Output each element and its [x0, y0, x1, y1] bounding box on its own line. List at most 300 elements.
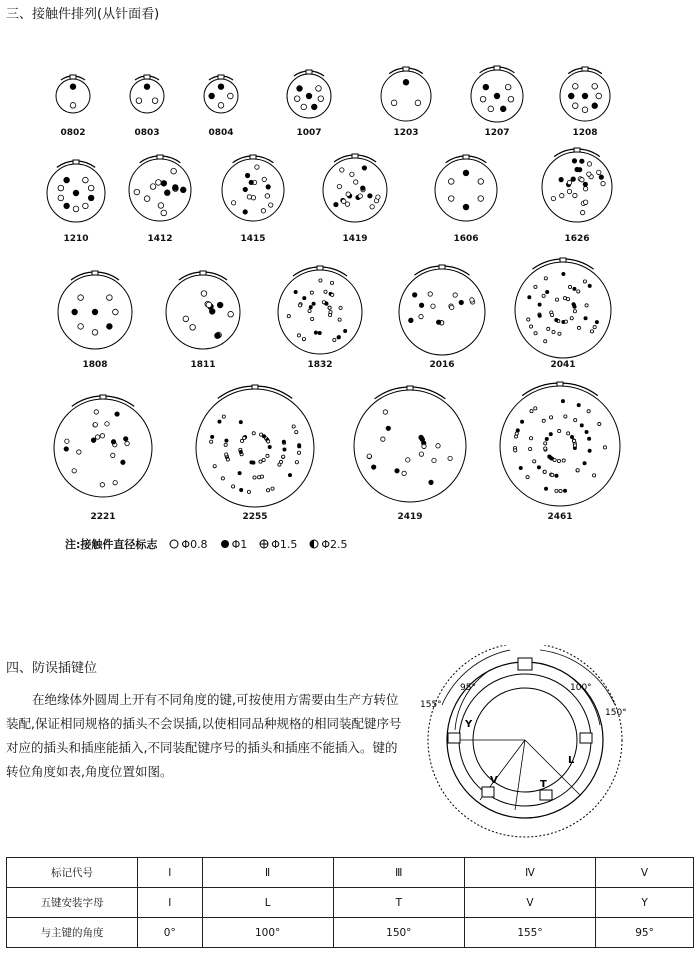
contact-pin [238, 472, 241, 475]
contact-pin [577, 290, 580, 293]
contact-pin [520, 420, 523, 423]
contact-pin [261, 209, 265, 213]
contact-pin [478, 179, 484, 185]
contact-pin [448, 456, 452, 460]
contact-pin [529, 437, 532, 440]
table-cell: Ⅴ [596, 858, 694, 888]
contact-pin [587, 172, 591, 176]
contact-pin [422, 444, 426, 448]
contact-pin [312, 302, 315, 305]
contact-pin [211, 435, 214, 438]
contact-pin [544, 277, 547, 280]
contact-pin [530, 410, 533, 413]
connector-diagram [271, 263, 369, 361]
connector-diagram [51, 268, 139, 356]
contact-pin [100, 434, 104, 438]
connector-label: 1210 [63, 234, 89, 244]
contact-pin [598, 422, 601, 425]
crossed-circle-icon [259, 539, 269, 549]
contact-pin [538, 303, 541, 306]
contact-pin [580, 424, 583, 427]
contact-pin [209, 309, 215, 315]
contact-pin [544, 442, 547, 445]
contact-pin [549, 433, 552, 436]
connector-diagram [197, 72, 245, 120]
legend-prefix: 注:接触件直径标志 [65, 538, 158, 551]
contact-pin [243, 436, 246, 439]
contact-pin [570, 435, 573, 438]
contact-pin [376, 195, 380, 199]
contact-pin [428, 292, 432, 296]
table-cell: Y [596, 888, 694, 918]
contact-pin [257, 476, 260, 479]
table-row [7, 858, 694, 888]
contact-pin [547, 327, 550, 330]
contact-pin [558, 332, 561, 335]
contact-pin [295, 461, 298, 464]
contact-pin [337, 336, 340, 339]
contact-pin [150, 184, 156, 190]
contact-pin [319, 279, 322, 282]
contact-pin [339, 306, 342, 309]
contact-pin [164, 190, 170, 196]
contact-pin [436, 444, 440, 448]
contact-pin [478, 196, 484, 202]
row-header: 与主键的角度 [7, 918, 138, 948]
contact-pin [463, 170, 469, 176]
contact-legend [65, 536, 348, 552]
contact-pin [580, 178, 584, 182]
contact-pin [573, 444, 576, 447]
contact-pin [543, 470, 546, 473]
contact-pin [534, 407, 537, 410]
contact-pin [337, 184, 341, 188]
key-angle-table [6, 857, 694, 948]
contact-pin [64, 177, 70, 183]
contact-pin [331, 293, 334, 296]
connector-diagram [280, 67, 338, 125]
contact-pin [100, 483, 104, 487]
contact-pin [555, 474, 558, 477]
contact-pin [566, 298, 569, 301]
table-row [7, 888, 694, 918]
contact-pin [316, 86, 322, 92]
contact-pin [70, 84, 76, 90]
contact-pin [409, 318, 413, 322]
connector-label: 0802 [60, 128, 86, 138]
connector-diagram [47, 392, 159, 504]
key-letter: T [540, 779, 547, 790]
contact-pin [342, 199, 346, 203]
connector-label: 2016 [429, 360, 455, 370]
contact-pin [288, 474, 291, 477]
contact-pin [136, 98, 142, 104]
contact-pin [77, 450, 81, 454]
contact-pin [419, 436, 423, 440]
contact-pin [73, 190, 79, 196]
contact-pin [247, 490, 250, 493]
contact-pin [588, 449, 591, 452]
contact-pin [371, 465, 375, 469]
table-cell: I [138, 858, 203, 888]
contact-pin [588, 284, 591, 287]
contact-pin [72, 309, 78, 315]
contact-pin [588, 437, 591, 440]
key-position-figure [420, 645, 660, 854]
contact-pin [448, 179, 454, 185]
contact-pin [107, 324, 113, 330]
contact-pin [561, 399, 564, 402]
table-cell: 150° [333, 918, 464, 948]
contact-pin [592, 103, 598, 109]
contact-pin [583, 182, 587, 186]
contact-pin [249, 180, 253, 184]
contact-pin [573, 193, 577, 197]
legend-item: Φ1 [220, 538, 248, 551]
contact-pin [514, 449, 517, 452]
contact-pin [583, 462, 586, 465]
contact-pin [78, 324, 84, 330]
contact-pin [58, 185, 64, 191]
contact-pin [568, 93, 574, 99]
contact-pin [453, 293, 457, 297]
contact-pin [550, 313, 553, 316]
connector-diagram [493, 379, 627, 513]
contact-pin [144, 84, 150, 90]
contact-pin [301, 104, 307, 110]
contact-pin [568, 285, 571, 288]
contact-pin [494, 93, 500, 99]
key-letter: V [490, 775, 498, 786]
contact-pin [575, 167, 579, 171]
connector-diagram [123, 72, 171, 120]
contact-pin [537, 466, 540, 469]
contact-pin [282, 455, 285, 458]
connector-diagram [374, 64, 438, 128]
contact-pin [94, 410, 98, 414]
connector-diagram [316, 151, 394, 229]
contact-pin [65, 439, 69, 443]
contact-pin [302, 337, 305, 340]
contact-pin [294, 290, 297, 293]
contact-pin [72, 469, 76, 473]
contact-pin [152, 98, 158, 104]
contact-pin [383, 410, 387, 414]
contact-pin [597, 170, 601, 174]
connector-diagram [347, 383, 473, 509]
contact-pin [243, 210, 247, 214]
contact-pin [83, 203, 89, 209]
table-row [7, 918, 694, 948]
contact-pin [582, 107, 588, 113]
contact-pin [105, 422, 109, 426]
contact-pin [583, 280, 586, 283]
contact-pin [572, 83, 578, 89]
contact-pin [92, 309, 98, 315]
filled-circle-icon [220, 539, 230, 549]
connector-label: 1419 [342, 234, 368, 244]
contact-pin [592, 474, 595, 477]
contact-pin [218, 420, 221, 423]
connector-diagram [464, 63, 530, 129]
contact-pin [231, 201, 235, 205]
contact-pin [283, 448, 286, 451]
contact-pin [294, 96, 300, 102]
key-letter: L [568, 755, 575, 766]
contact-pin [310, 291, 313, 294]
contact-pin [488, 106, 494, 112]
contact-pin [508, 96, 514, 102]
contact-pin [88, 185, 94, 191]
contact-pin [571, 177, 575, 181]
contact-pin [318, 96, 324, 102]
connector-label: 1412 [147, 234, 173, 244]
contact-pin [370, 205, 374, 209]
contact-pin [225, 439, 228, 442]
angle-label: 100° [570, 683, 592, 693]
contact-pin [429, 480, 433, 484]
contact-pin [259, 460, 262, 463]
contact-pin [596, 93, 602, 99]
contact-pin [330, 281, 333, 284]
contact-pin [412, 293, 416, 297]
contact-pin [295, 430, 298, 433]
contact-pin [585, 304, 588, 307]
connector-label: 1808 [82, 360, 108, 370]
contact-pin [171, 168, 177, 174]
contact-pin [470, 298, 474, 302]
connector-diagram [508, 255, 618, 365]
contact-pin [70, 103, 76, 109]
contact-pin [500, 106, 506, 112]
contact-pin [519, 466, 522, 469]
contact-pin [572, 159, 576, 163]
contact-pin [240, 439, 243, 442]
connector-label: 1832 [307, 360, 333, 370]
contact-pin [297, 334, 300, 337]
contact-pin [269, 203, 273, 207]
section4-title: 四、防误插键位 [6, 661, 98, 676]
contact-pin [480, 96, 486, 102]
contact-pin [247, 195, 251, 199]
contact-pin [334, 202, 338, 206]
contact-pin [329, 310, 332, 313]
contact-pin [545, 437, 548, 440]
connector-diagram [122, 152, 198, 228]
connector-label: 1811 [190, 360, 216, 370]
angle-label: 155° [420, 700, 442, 710]
contact-pin [346, 192, 350, 196]
contact-pin [190, 325, 196, 331]
table-cell: L [202, 888, 333, 918]
contact-pin [534, 285, 537, 288]
contact-pin [309, 305, 312, 308]
table-cell: I [138, 888, 203, 918]
contact-pin [240, 488, 243, 491]
contact-pin [252, 461, 255, 464]
contact-pin [529, 325, 532, 328]
contact-pin [255, 165, 259, 169]
connector-label: 0804 [208, 128, 234, 138]
contact-pin [215, 333, 221, 339]
connector-label: 2461 [547, 512, 573, 522]
contact-pin [328, 306, 331, 309]
contact-pin [361, 186, 365, 190]
contact-pin [549, 416, 552, 419]
contact-pin [580, 210, 584, 214]
contact-pin [386, 426, 390, 430]
contact-pin [338, 318, 341, 321]
contact-pin [459, 300, 463, 304]
connector-label: 1207 [484, 128, 510, 138]
contact-pin [218, 84, 224, 90]
contact-pin [529, 447, 532, 450]
contact-pin [544, 487, 547, 490]
contact-pin [603, 446, 606, 449]
contact-pin [113, 309, 119, 315]
contact-pin [287, 315, 290, 318]
connector-label: 2255 [242, 512, 268, 522]
contact-pin [584, 317, 587, 320]
contact-pin [243, 187, 247, 191]
connector-label: 1208 [572, 128, 598, 138]
contact-pin [217, 302, 223, 308]
contact-pin [183, 316, 189, 322]
contact-pin [564, 320, 567, 323]
connector-diagram [189, 382, 321, 514]
contact-pin [83, 177, 89, 183]
contact-pin [567, 432, 570, 435]
contact-pin [245, 173, 249, 177]
hollow-circle-icon [169, 539, 179, 549]
contact-pin [551, 196, 555, 200]
contact-pin [601, 181, 605, 185]
contact-pin [324, 290, 327, 293]
contact-pin [436, 320, 440, 324]
contact-pin [225, 453, 228, 456]
contact-pin [544, 447, 547, 450]
contact-pin [367, 454, 371, 458]
contact-pin [560, 193, 564, 197]
table-cell: T [333, 888, 464, 918]
contact-pin [282, 440, 285, 443]
connector-diagram [215, 152, 291, 228]
contact-pin [587, 162, 591, 166]
contact-pin [121, 460, 125, 464]
contact-pin [555, 298, 558, 301]
contact-pin [576, 469, 579, 472]
contact-pin [419, 314, 423, 318]
contact-pin [402, 471, 406, 475]
contact-pin [298, 445, 301, 448]
table-cell: 100° [202, 918, 333, 948]
contact-pin [64, 203, 70, 209]
contact-pin [358, 194, 362, 198]
contact-pin [583, 187, 587, 191]
contact-pin [161, 210, 167, 216]
contact-pin [158, 203, 164, 209]
contact-pin [239, 450, 242, 453]
contact-pin [448, 196, 454, 202]
contact-pin [533, 460, 536, 463]
contact-pin [111, 440, 115, 444]
table-cell: V [464, 888, 595, 918]
contact-pin [115, 412, 119, 416]
contact-pin [111, 453, 115, 457]
contact-pin [210, 440, 213, 443]
contact-pin [573, 439, 576, 442]
contact-pin [213, 465, 216, 468]
contact-pin [552, 330, 555, 333]
contact-pin [271, 487, 274, 490]
row-header: 标记代号 [7, 858, 138, 888]
contact-pin [572, 103, 578, 109]
contact-pin [311, 104, 317, 110]
contact-pin [64, 447, 68, 451]
contact-pin [590, 330, 593, 333]
key-letter: Y [465, 719, 473, 730]
connector-diagram [49, 72, 97, 120]
contact-pin [406, 458, 410, 462]
contact-pin [218, 103, 224, 109]
connector-label: 0803 [134, 128, 160, 138]
contact-pin [144, 196, 150, 202]
contact-pin [92, 330, 98, 336]
connector-diagram [553, 64, 617, 128]
contact-pin [266, 454, 269, 457]
contact-pin [582, 93, 588, 99]
contact-pin [231, 485, 234, 488]
contact-pin [161, 180, 167, 186]
contact-pin [555, 318, 558, 321]
contact-pin [403, 79, 409, 85]
contact-pin [567, 189, 571, 193]
contact-pin [265, 194, 269, 198]
contact-pin [303, 296, 306, 299]
contact-pin [559, 489, 562, 492]
contact-pin [298, 304, 301, 307]
legend-item: Φ0.8 [169, 538, 207, 551]
contact-pin [534, 332, 537, 335]
contact-pin [505, 84, 511, 90]
contact-pin [311, 317, 314, 320]
contact-pin [206, 302, 212, 308]
contact-pin [262, 435, 265, 438]
contact-pin [113, 480, 117, 484]
contact-pin [419, 452, 423, 456]
contact-pin [599, 175, 603, 179]
table-cell: 155° [464, 918, 595, 948]
contact-pin [91, 438, 95, 442]
contact-pin [551, 473, 554, 476]
contact-pin [340, 168, 344, 172]
connector-label: 2041 [550, 360, 576, 370]
contact-pin [58, 195, 64, 201]
contact-pin [431, 304, 435, 308]
contact-pin [253, 476, 256, 479]
contact-pin [592, 83, 598, 89]
contact-pin [297, 86, 303, 92]
contact-pin [344, 329, 347, 332]
legend-item: Φ1.5 [259, 538, 297, 551]
connector-label: 2221 [90, 512, 116, 522]
contact-pin [572, 303, 575, 306]
contact-pin [350, 172, 354, 176]
contact-pin [577, 326, 580, 329]
contact-pin [573, 287, 576, 290]
contact-pin [526, 476, 529, 479]
contact-pin [432, 458, 436, 462]
